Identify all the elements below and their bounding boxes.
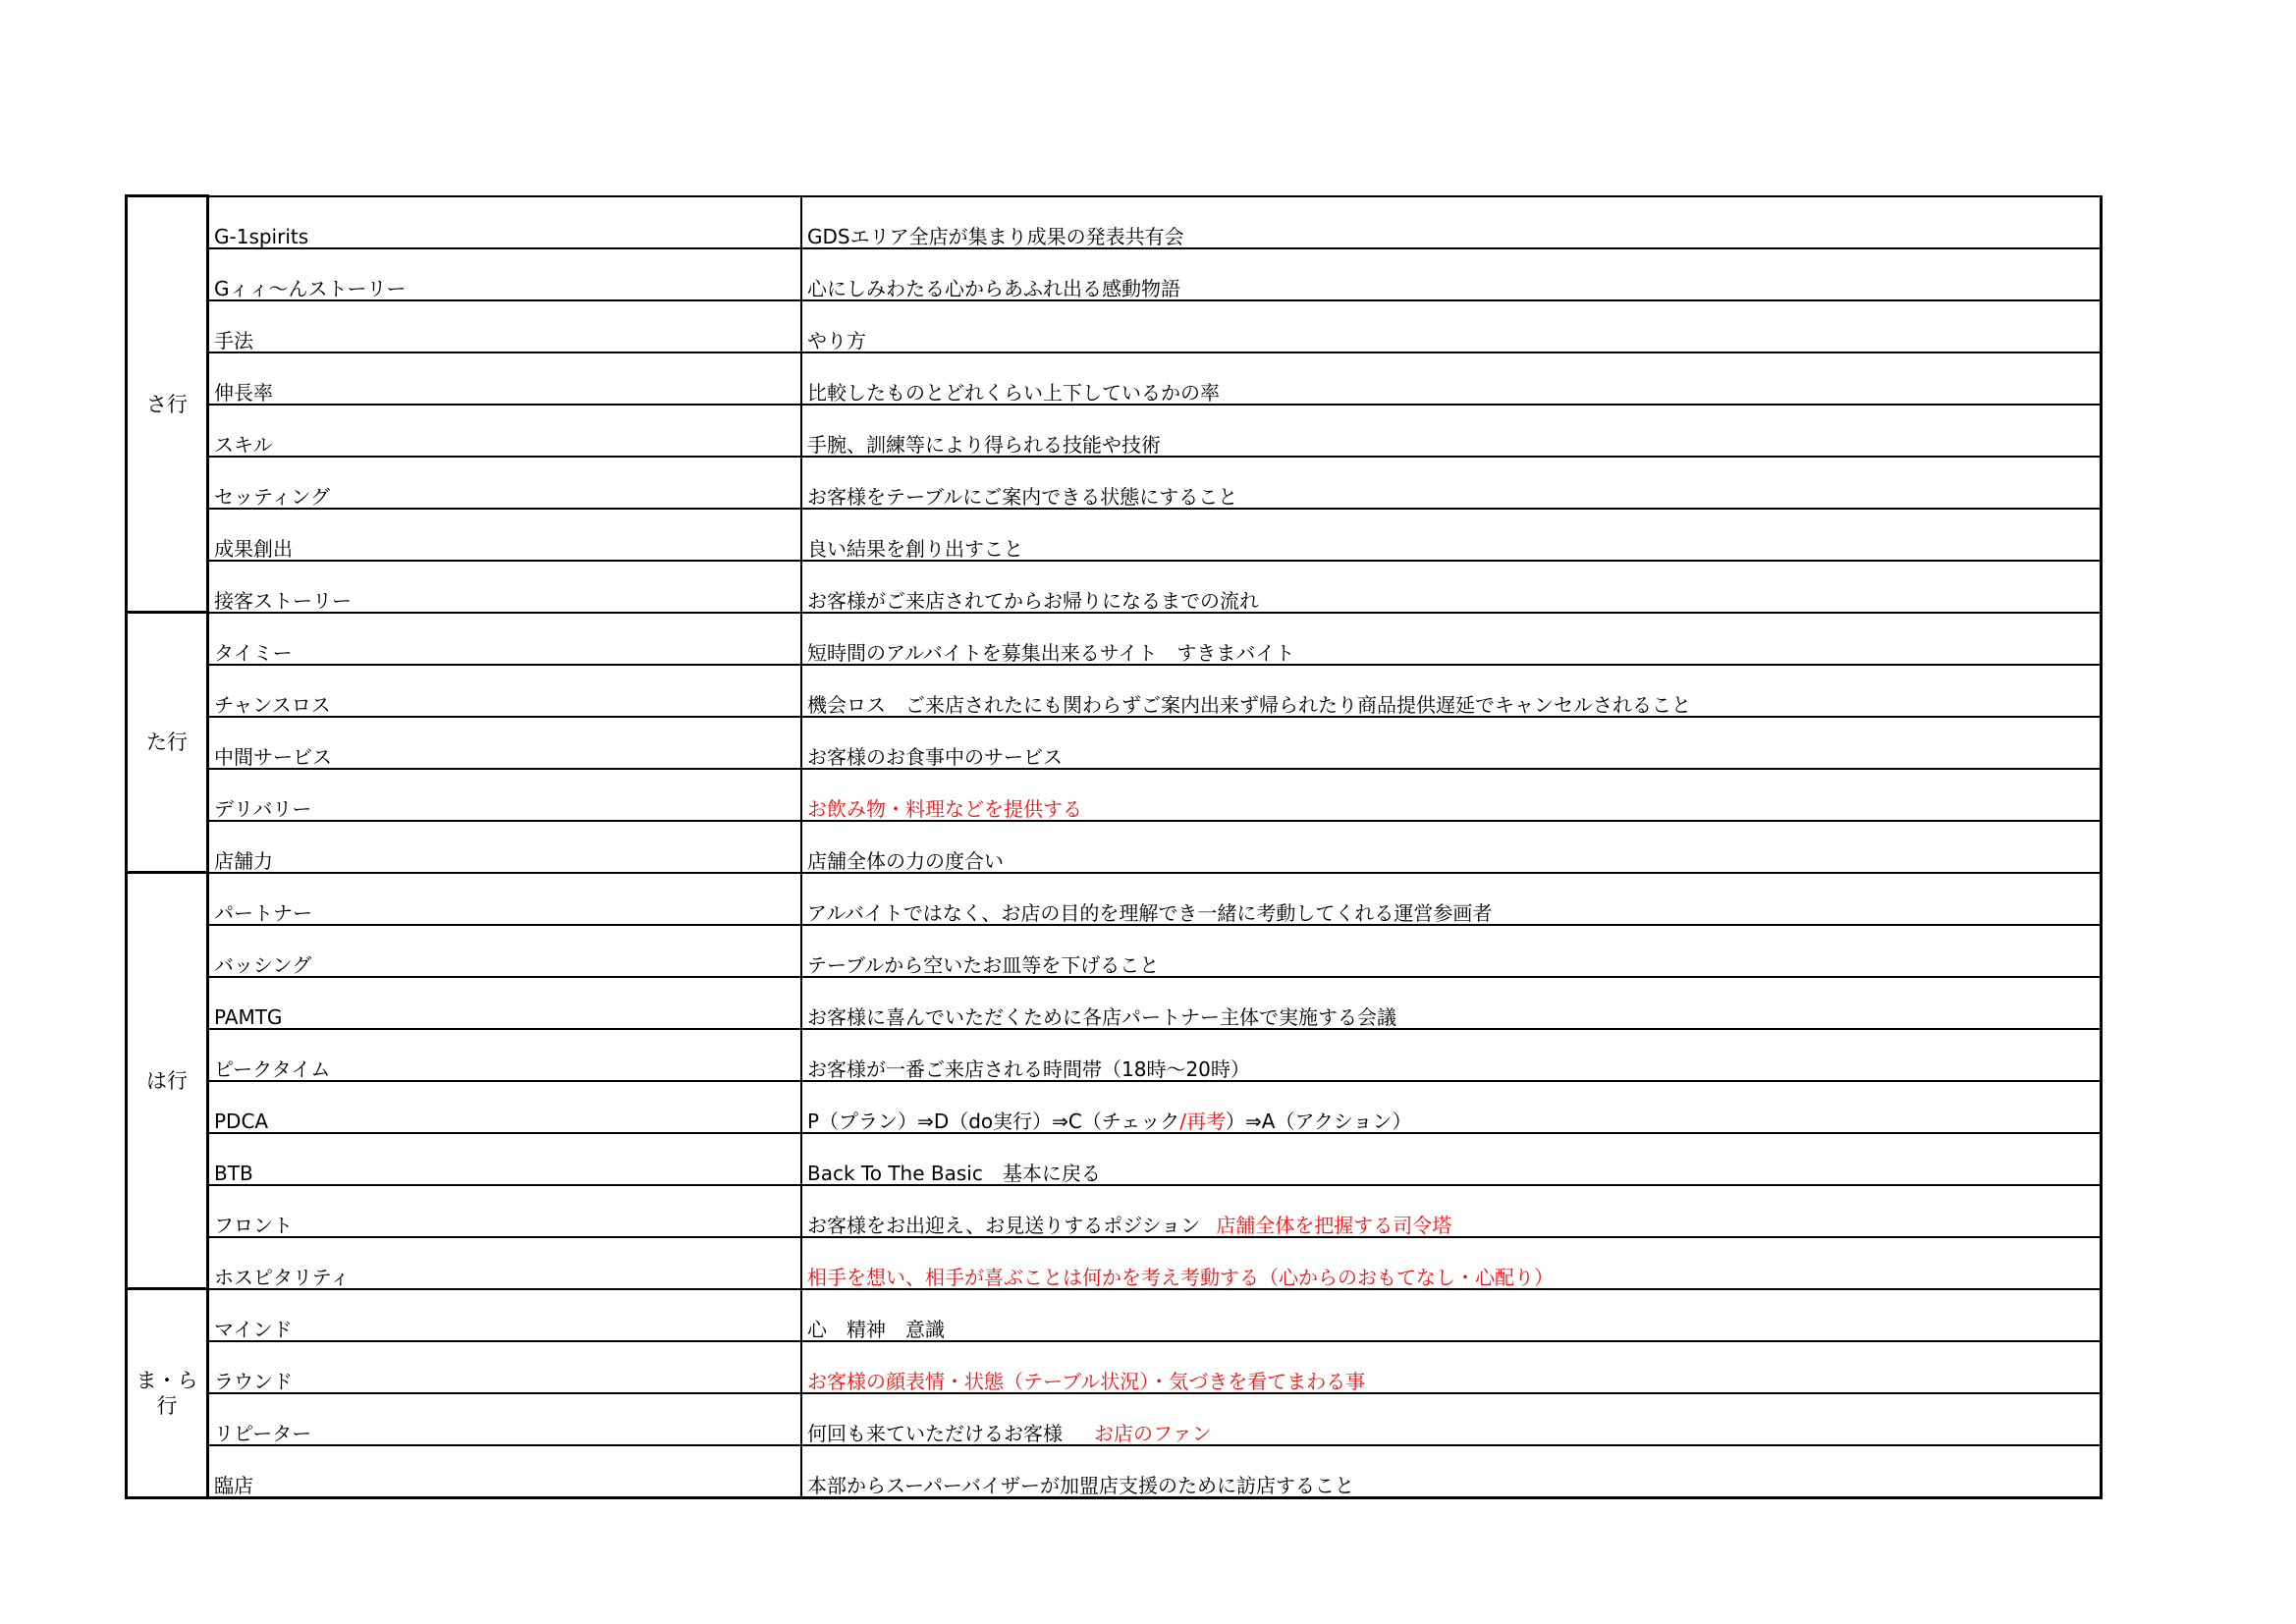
table-row: [127, 769, 2102, 821]
definition-cell: 手腕、訓練等により得られる技能や技術: [801, 405, 2102, 457]
table-row: [127, 248, 2102, 300]
table-row: [127, 196, 2102, 248]
term-cell: ラウンド: [208, 1341, 802, 1393]
term-cell: 手法: [208, 300, 802, 352]
definition-cell: テーブルから空いたお皿等を下げること: [801, 925, 2102, 977]
definition-cell: お客様に喜んでいただくために各店パートナー主体で実施する会議: [801, 977, 2102, 1029]
table-row: [127, 1237, 2102, 1289]
term-cell: PAMTG: [208, 977, 802, 1029]
definition-cell: お客様がご来店されてからお帰りになるまでの流れ: [801, 561, 2102, 613]
term-cell: 臨店: [208, 1445, 802, 1498]
term-cell: G-1spirits: [208, 196, 802, 248]
table-row: [127, 873, 2102, 925]
table-row: [127, 300, 2102, 352]
table-row: [127, 509, 2102, 561]
term-cell: 店舗力: [208, 821, 802, 873]
term-cell: 伸長率: [208, 352, 802, 405]
table-row: [127, 1393, 2102, 1445]
table-row: [127, 405, 2102, 457]
table-row: [127, 561, 2102, 613]
term-cell: チャンスロス: [208, 665, 802, 717]
definition-cell: 店舗全体の力の度合い: [801, 821, 2102, 873]
term-cell: 接客ストーリー: [208, 561, 802, 613]
table-row: [127, 1445, 2102, 1498]
table-row: [127, 717, 2102, 769]
term-cell: パートナー: [208, 873, 802, 925]
definition-cell: アルバイトではなく、お店の目的を理解でき一緒に考動してくれる運営参画者: [801, 873, 2102, 925]
definition-text: 何回も来ていただけるお客様: [807, 1421, 1063, 1445]
term-cell: BTB: [208, 1133, 802, 1185]
term-cell: ピークタイム: [208, 1029, 802, 1081]
table-row: [127, 613, 2102, 665]
definition-text: お客様をお出迎え、お見送りするポジション: [807, 1213, 1201, 1237]
term-cell: タイミー: [208, 613, 802, 665]
definition-cell: お客様のお食事中のサービス: [801, 717, 2102, 769]
group-label-ta: た行: [127, 613, 208, 873]
table-row: [127, 1289, 2102, 1341]
definition-cell: 比較したものとどれくらい上下しているかの率: [801, 352, 2102, 405]
definition-highlight: /再考: [1179, 1109, 1227, 1133]
table-row: [127, 821, 2102, 873]
definition-cell: [801, 1393, 2102, 1445]
term-cell: バッシング: [208, 925, 802, 977]
definition-cell: 短時間のアルバイトを募集出来るサイト すきまバイト: [801, 613, 2102, 665]
table-row: [127, 1185, 2102, 1237]
table-row: [127, 1029, 2102, 1081]
definition-cell: 良い結果を創り出すこと: [801, 509, 2102, 561]
term-cell: 成果創出: [208, 509, 802, 561]
term-cell: フロント: [208, 1185, 802, 1237]
term-cell: PDCA: [208, 1081, 802, 1133]
definition-cell: お客様が一番ご来店される時間帯（18時〜20時）: [801, 1029, 2102, 1081]
group-label-ha: は行: [127, 873, 208, 1289]
definition-cell: やり方: [801, 300, 2102, 352]
definition-text: P（プラン）⇒D（do実行）⇒C（チェック: [807, 1109, 1180, 1133]
group-label-sa: さ行: [127, 196, 208, 613]
table-row: [127, 1081, 2102, 1133]
table-row: [127, 1341, 2102, 1393]
definition-cell-highlight: お飲み物・料理などを提供する: [801, 769, 2102, 821]
glossary-table: [125, 194, 2103, 1499]
definition-text: ）⇒A（アクション）: [1226, 1109, 1412, 1133]
definition-cell: 本部からスーパーバイザーが加盟店支援のために訪店すること: [801, 1445, 2102, 1498]
table-row: [127, 977, 2102, 1029]
definition-cell: [801, 1081, 2102, 1133]
term-cell: セッティング: [208, 457, 802, 509]
term-cell: リピーター: [208, 1393, 802, 1445]
definition-cell: 心 精神 意識: [801, 1289, 2102, 1341]
definition-highlight: お店のファン: [1094, 1421, 1212, 1445]
term-cell: スキル: [208, 405, 802, 457]
table-row: [127, 457, 2102, 509]
definition-cell-highlight: 相手を想い、相手が喜ぶことは何かを考え考動する（心からのおもてなし・心配り）: [801, 1237, 2102, 1289]
term-cell: マインド: [208, 1289, 802, 1341]
definition-cell: [801, 1185, 2102, 1237]
definition-cell: 心にしみわたる心からあふれ出る感動物語: [801, 248, 2102, 300]
definition-cell-highlight: お客様の顔表情・状態（テーブル状況）・気づきを看てまわる事: [801, 1341, 2102, 1393]
definition-cell: Back To The Basic 基本に戻る: [801, 1133, 2102, 1185]
table-row: [127, 925, 2102, 977]
term-cell: Gィィ〜んストーリー: [208, 248, 802, 300]
definition-cell: 機会ロス ご来店されたにも関わらずご案内出来ず帰られたり商品提供遅延でキャンセルされること: [801, 665, 2102, 717]
group-label-mara: ま・ら行: [127, 1289, 208, 1498]
definition-cell: GDSエリア全店が集まり成果の発表共有会: [801, 196, 2102, 248]
table-row: [127, 1133, 2102, 1185]
term-cell: 中間サービス: [208, 717, 802, 769]
definition-highlight: 店舗全体を把握する司令塔: [1216, 1213, 1452, 1237]
definition-cell: お客様をテーブルにご案内できる状態にすること: [801, 457, 2102, 509]
term-cell: デリバリー: [208, 769, 802, 821]
table-row: [127, 352, 2102, 405]
term-cell: ホスピタリティ: [208, 1237, 802, 1289]
table-row: [127, 665, 2102, 717]
